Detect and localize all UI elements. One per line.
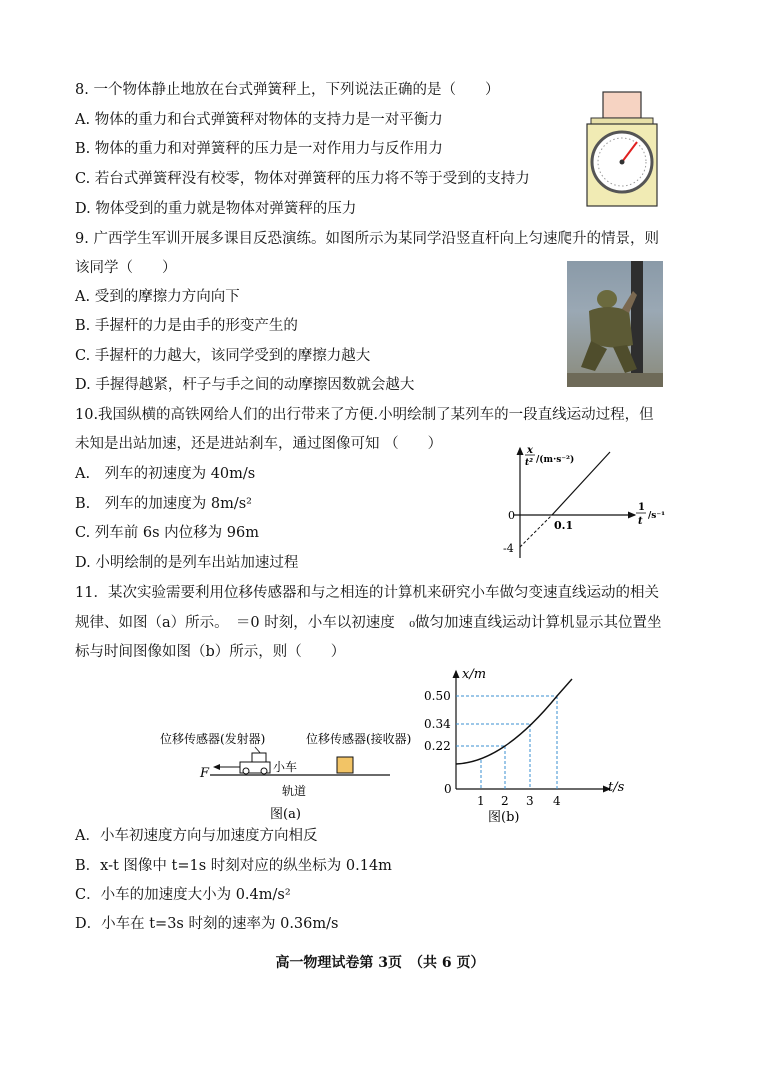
fig-b-x-tick-2: 3 bbox=[526, 794, 534, 808]
q8-option-a: A. 物体的重力和台式弹簧秤对物体的支持力是一对平衡力 bbox=[75, 112, 443, 128]
q9-stem-line2: 该同学（ ） bbox=[75, 260, 177, 276]
q10-option-a: A. 列车的初速度为 40m/s bbox=[75, 466, 256, 482]
fig-b-x-tick-1: 2 bbox=[501, 794, 509, 808]
receiver-box bbox=[337, 757, 353, 773]
q11-option-c: C．小车的加速度大小为 0.4m/s² bbox=[75, 887, 291, 903]
fig-a-caption: 图(a) bbox=[270, 807, 301, 822]
q9-option-d: D. 手握得越紧，杆子与手之间的动摩擦因数就会越大 bbox=[75, 377, 415, 393]
q10-option-c: C. 列车前 6s 内位移为 96m bbox=[75, 525, 259, 541]
q10-y-mark: -4 bbox=[503, 542, 514, 555]
scale-pan bbox=[591, 118, 653, 124]
q8-option-d: D. 物体受到的重力就是物体对弹簧秤的压力 bbox=[75, 201, 357, 217]
q10-x-label-num: 1 bbox=[638, 502, 645, 513]
q10-origin: 0 bbox=[508, 509, 515, 522]
q10-y-label-den: t² bbox=[525, 458, 534, 468]
receiver-label: 位移传感器(接收器) bbox=[306, 732, 412, 746]
q9-stem-line1: 9. 广西学生军训开展多课目反恐演练。如图所示为某同学沿竖直杆向上匀速爬升的情景，则 bbox=[75, 231, 659, 247]
track-label: 轨道 bbox=[282, 784, 307, 798]
q11-figure-a bbox=[160, 725, 412, 825]
q11-option-b: B．x-t 图像中 t=1s 时刻对应的纵坐标为 0.14m bbox=[75, 858, 392, 874]
scale-block bbox=[603, 92, 641, 118]
q10-x-label-unit: /s⁻¹ bbox=[648, 511, 666, 521]
q10-line-dashed bbox=[520, 515, 552, 547]
fig-b-y-tick-1: 0.34 bbox=[424, 717, 451, 731]
q8-stem: 8. 一个物体静止地放在台式弹簧秤上，下列说法正确的是（ ） bbox=[75, 82, 500, 98]
q10-y-label-unit: /(m·s⁻²) bbox=[536, 455, 575, 465]
q9-option-c: C. 手握杆的力越大，该同学受到的摩擦力越大 bbox=[75, 348, 371, 364]
fig-b-caption: 图(b) bbox=[488, 810, 520, 825]
q8-option-b: B. 物体的重力和对弹簧秤的压力是一对作用力与反作用力 bbox=[75, 141, 443, 157]
fig-b-y-axis-label: x/m bbox=[462, 667, 487, 682]
q8-option-c: C. 若台式弹簧秤没有校零，物体对弹簧秤的压力将不等于受到的支持力 bbox=[75, 171, 530, 187]
q10-graph bbox=[500, 440, 680, 565]
fig-b-y-tick-0: 0.50 bbox=[424, 689, 451, 703]
q11-figure-b bbox=[420, 665, 640, 825]
fig-b-curve bbox=[456, 679, 572, 764]
q11-stem-line1: 11．某次实验需要利用位移传感器和与之相连的计算机来研究小车做匀变速直线运动的相关 bbox=[75, 585, 659, 601]
fig-b-y-tick-2: 0.22 bbox=[424, 739, 451, 753]
q10-option-d: D. 小明绘制的是列车出站加速过程 bbox=[75, 555, 299, 571]
pole-climbing-photo bbox=[567, 261, 663, 387]
q10-x-label-den: t bbox=[638, 516, 643, 527]
q11-stem-line2: 规律、如图（a）所示。 ＝0 时刻，小车以初速度 ₀做匀加速直线运动计算机显示其位置坐 bbox=[75, 615, 662, 631]
cart-label: 小车 bbox=[273, 760, 298, 774]
force-label: F bbox=[200, 766, 210, 781]
q10-stem-line1: 10.我国纵横的高铁网给人们的出行带来了方便.小明绘制了某列车的一段直线运动过程，但 bbox=[75, 407, 654, 423]
emitter-box bbox=[252, 753, 266, 762]
q10-stem-line2: 未知是出站加速，还是进站刹车，通过图像可知 （ ） bbox=[75, 436, 443, 452]
page-footer: 高一物理试卷第 3页 （共 6 页） bbox=[275, 955, 485, 971]
q11-option-d: D．小车在 t=3s 时刻的速率为 0.36m/s bbox=[75, 916, 339, 932]
q9-option-a: A. 受到的摩擦力方向向下 bbox=[75, 289, 240, 305]
q11-option-a: A．小车初速度方向与加速度方向相反 bbox=[75, 828, 318, 844]
fig-b-x-tick-0: 1 bbox=[477, 794, 485, 808]
q10-option-b: B. 列车的加速度为 8m/s² bbox=[75, 496, 252, 512]
q10-y-label-num: x bbox=[527, 445, 533, 456]
q9-option-b: B. 手握杆的力是由手的形变产生的 bbox=[75, 318, 298, 334]
fig-b-x-tick-3: 4 bbox=[553, 794, 561, 808]
q11-stem-line3: 标与时间图像如图（b）所示，则（ ） bbox=[75, 644, 346, 660]
fig-b-origin: 0 bbox=[444, 782, 452, 796]
spring-scale-figure bbox=[583, 90, 663, 210]
emitter-label: 位移传感器(发射器) bbox=[160, 732, 266, 746]
fig-b-x-axis-label: t/s bbox=[608, 780, 625, 795]
q10-x-mark: 0.1 bbox=[554, 519, 574, 532]
